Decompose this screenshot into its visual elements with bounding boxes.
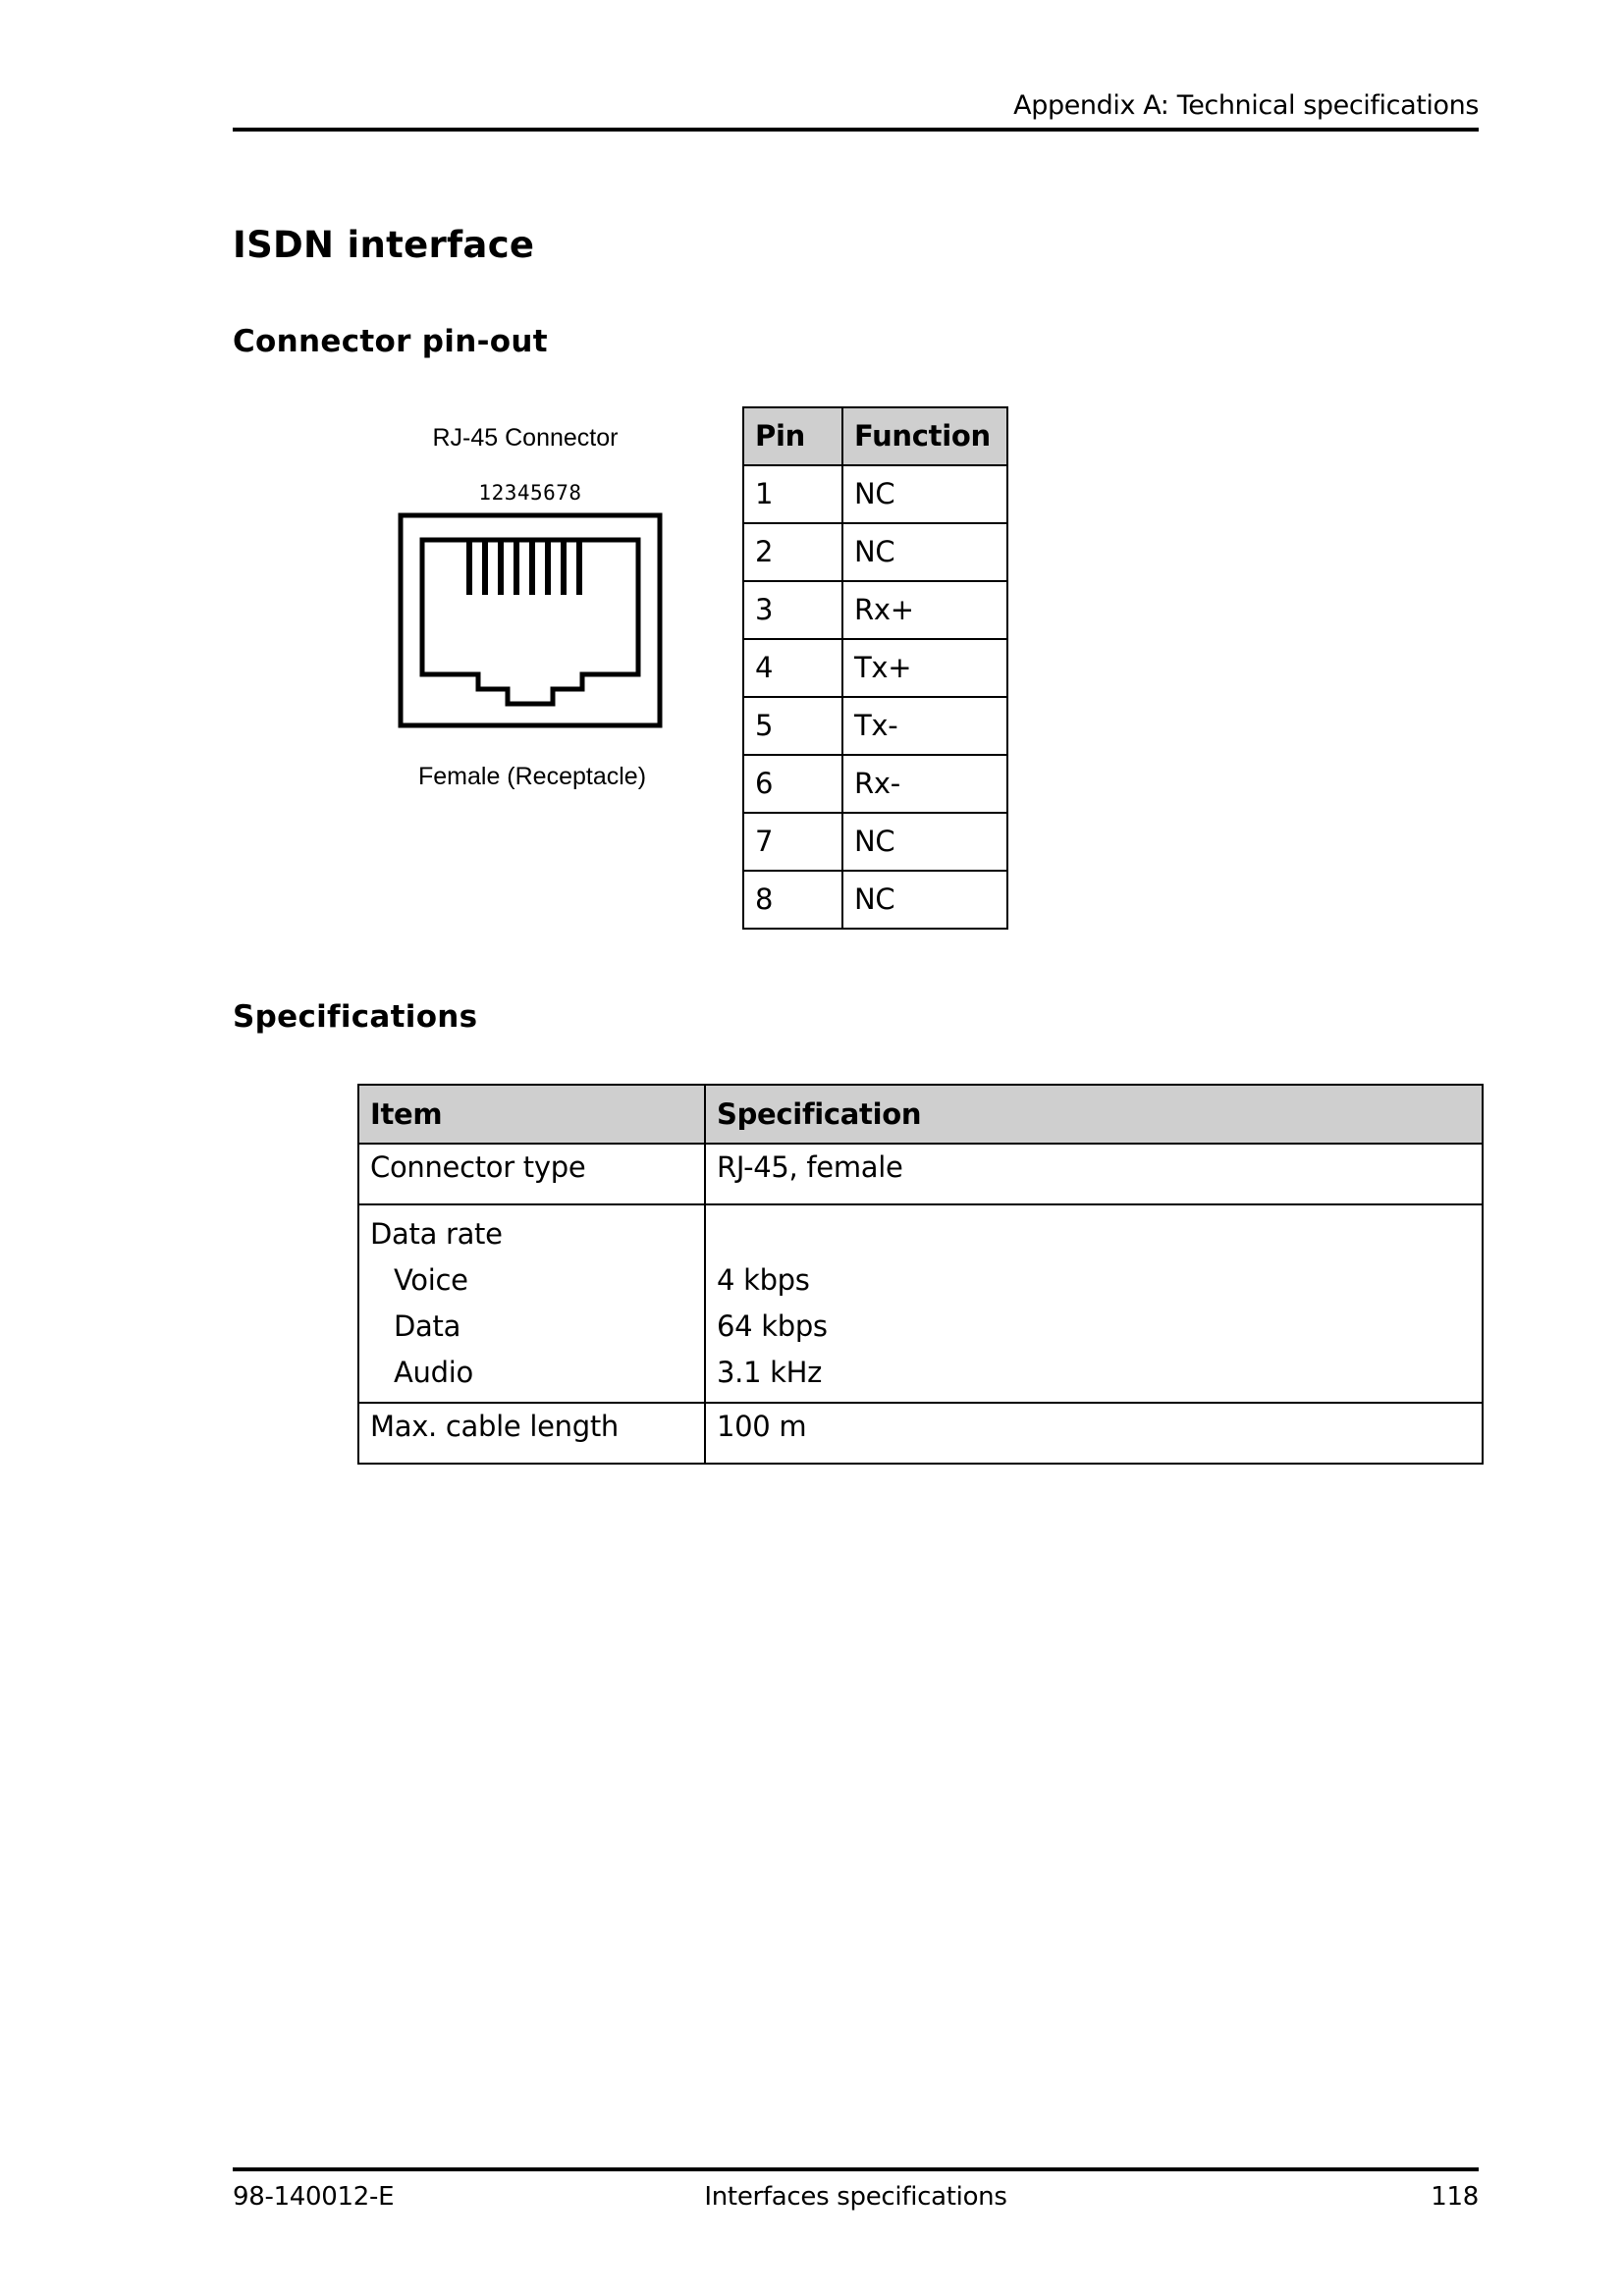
spec-value: 64 kbps xyxy=(717,1309,828,1343)
pin-function: Tx- xyxy=(842,697,1007,755)
spec-value: 3.1 kHz xyxy=(717,1356,823,1389)
pin-number: 3 xyxy=(743,581,842,639)
table-row xyxy=(358,1403,1483,1464)
header-pin: Pin xyxy=(743,407,842,465)
table-row xyxy=(743,465,1007,523)
spec-subitem: Data xyxy=(394,1309,461,1343)
table-row xyxy=(743,639,1007,697)
table-row xyxy=(743,871,1007,929)
pinout-heading: Connector pin-out xyxy=(233,324,548,359)
spec-item: Data rate xyxy=(370,1217,503,1251)
spec-value: 4 kbps xyxy=(717,1263,810,1297)
specifications-table xyxy=(357,1084,1484,1465)
header-function: Function xyxy=(842,407,1007,465)
table-row xyxy=(358,1144,1483,1204)
spec-value: 100 m xyxy=(705,1403,1483,1464)
pin-function: NC xyxy=(842,465,1007,523)
pin-function: Rx- xyxy=(842,755,1007,813)
figure-subcaption: Female (Receptacle) xyxy=(417,763,647,790)
footer-doc-number: 98-140012-E xyxy=(233,2182,395,2212)
header-rule xyxy=(233,128,1479,132)
figure-caption: RJ-45 Connector xyxy=(432,424,619,452)
section-title: ISDN interface xyxy=(233,224,535,266)
table-row xyxy=(358,1204,1483,1403)
table-row xyxy=(743,755,1007,813)
pin-function: Tx+ xyxy=(842,639,1007,697)
pin-number: 8 xyxy=(743,871,842,929)
table-header-row xyxy=(743,407,1007,465)
spec-value-group xyxy=(705,1204,1483,1403)
specifications-heading: Specifications xyxy=(233,999,478,1035)
spec-value: RJ-45, female xyxy=(705,1144,1483,1204)
table-header-row xyxy=(358,1085,1483,1144)
pin-function: NC xyxy=(842,813,1007,871)
header-item: Item xyxy=(358,1085,705,1144)
pin-number: 5 xyxy=(743,697,842,755)
pin-number: 6 xyxy=(743,755,842,813)
spec-item: Connector type xyxy=(358,1144,705,1204)
pin-number: 4 xyxy=(743,639,842,697)
figure-pin-numbers: 12345678 xyxy=(478,481,582,505)
pin-function-table xyxy=(742,406,1008,930)
header-specification: Specification xyxy=(705,1085,1483,1144)
spec-subitem: Audio xyxy=(394,1356,473,1389)
page-number: 118 xyxy=(1431,2182,1479,2212)
table-row xyxy=(743,523,1007,581)
pin-function: NC xyxy=(842,523,1007,581)
pin-function: NC xyxy=(842,871,1007,929)
spec-subitem: Voice xyxy=(394,1263,468,1297)
pin-number: 1 xyxy=(743,465,842,523)
table-row xyxy=(743,697,1007,755)
footer-rule xyxy=(233,2167,1479,2171)
spec-item: Max. cable length xyxy=(358,1403,705,1464)
rj45-connector-diagram xyxy=(398,512,663,728)
table-row xyxy=(743,581,1007,639)
running-header: Appendix A: Technical specifications xyxy=(1013,90,1479,121)
table-row xyxy=(743,813,1007,871)
pin-number: 2 xyxy=(743,523,842,581)
spec-item-group xyxy=(358,1204,705,1403)
footer-section: Interfaces specifications xyxy=(704,2182,1007,2212)
pin-number: 7 xyxy=(743,813,842,871)
pin-function: Rx+ xyxy=(842,581,1007,639)
